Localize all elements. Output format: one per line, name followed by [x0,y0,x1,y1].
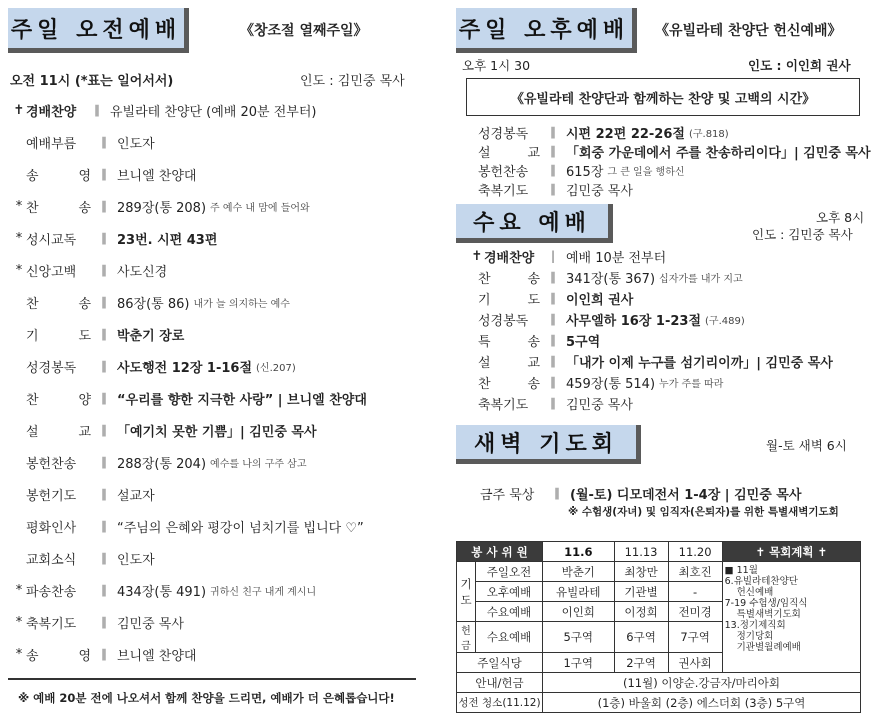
morning-order-item [12,162,200,186]
dawn-prayer-time: 월-토 새벽 6시 [766,438,847,453]
table-cell: 이정희 [614,602,668,622]
stand-marker: * [15,198,23,214]
order-text: 434장(통 491) [117,584,207,600]
order-note: 내가 늘 의지하는 예수 [193,298,290,310]
separator: ∥ [550,354,556,368]
cross-icon: ✝ [471,248,483,264]
morning-service-title: 주일 오전예배 [10,17,182,43]
plan-line: 정기당회 [736,631,774,642]
order-label: 설 교 [26,424,91,440]
order-label: 찬 송 [26,296,91,312]
prayer-group-cell: 기도 [457,562,476,622]
morning-order-item [12,450,307,474]
afternoon-order-item [478,122,729,142]
separator: ∥ [101,327,107,341]
order-text: 박춘기 장로 [117,328,185,344]
separator: ∥ [550,396,556,410]
order-text: “우리를 향한 지극한 사랑” | 브니엘 찬양대 [117,392,367,408]
table-cell: 유빌라테 [543,582,615,602]
dawn-note: ※ 수험생(자녀) 및 임직자(은퇴자)를 위한 특별새벽기도회 [568,506,839,518]
order-text: 사무엘하 16장 1-23절 [566,313,702,329]
order-label: 성경봉독 [478,313,529,329]
order-text: 5구역 [566,334,601,350]
plan-line: 기관별월례예배 [736,642,801,653]
morning-order-item [12,386,371,410]
separator: ∥ [550,163,556,177]
order-note: 예수를 나의 구주 삼고 [210,458,307,470]
separator: ∥ [550,333,556,347]
table-cell: 이인희 [543,602,615,622]
offering-group-cell: 헌금 [457,622,476,653]
order-text: 예배 10분 전부터 [566,250,667,266]
table-cell: 7구역 [668,622,722,653]
order-text: 459장(통 514) [566,376,656,392]
dawn-devotion-label: 금주 묵상 [480,487,535,503]
table-row-label: 수요예배 [476,602,543,622]
order-note: 누가 주를 따라 [659,378,724,390]
morning-order-item [12,258,171,282]
order-label: 경배찬양 [484,250,535,266]
wednesday-service-leader: 인도 : 김민중 목사 [752,227,853,242]
order-text: 김민중 목사 [117,616,184,632]
dawn-prayer-title: 새벽 기도회 [474,431,618,457]
wednesday-order-item [478,393,637,413]
wednesday-order-item [478,330,604,350]
plan-line: 7-19 수험생/임직식 [724,598,808,609]
order-label: 경배찬양 [26,104,77,120]
order-text: “주님의 은혜와 평강이 넘치기를 빕니다 ♡” [117,520,364,536]
separator: ∥ [101,391,107,405]
separator: ∥ [550,144,556,158]
order-text: 615장 [566,164,604,180]
table-cell: 1구역 [543,653,615,673]
morning-order-item [12,98,320,122]
order-note: 귀하신 친구 내게 계시니 [210,586,317,598]
wednesday-order-item [478,288,637,308]
separator: ∥ [101,423,107,437]
separator: ∥ [101,199,107,213]
order-label: 찬 송 [26,200,91,216]
separator: ∥ [101,263,107,277]
separator: ∥ [101,487,107,501]
cleaning-label: 성전 청소(11.12) [457,693,543,713]
order-label: 특 송 [478,334,540,350]
order-text: 시편 22편 22-26절 [566,126,685,142]
stand-marker: * [15,614,23,630]
plan-line: 13.정기제직회 [724,620,786,631]
order-text: 「내가 이제 누구를 섬기리이까」| 김민중 목사 [566,355,833,371]
order-label: 기 도 [478,292,540,308]
guide-label: 안내/헌금 [457,673,543,693]
separator: ∥ [550,375,556,389]
separator: ∥ [101,583,107,597]
separator: ∥ [101,167,107,181]
dawn-devotion-text: (월-토) 디모데전서 1-4장 | 김민중 목사 [570,487,802,503]
table-row-label: 주일식당 [457,653,543,673]
table-header-date-3: 11.20 [668,542,722,562]
table-cell: 2구역 [614,653,668,673]
order-label: 평화인사 [26,520,77,536]
morning-order-item [12,130,159,154]
separator: | [550,249,556,263]
morning-order-item [12,290,290,314]
morning-order-item [12,226,221,250]
separator: ∥ [101,647,107,661]
plan-line: 6.유빌라테찬양단 [724,576,798,587]
order-text: 「회중 가운데에서 주를 찬송하리이다」| 김민중 목사 [566,145,871,161]
afternoon-order-item [478,141,874,161]
order-label: 봉헌기도 [26,488,77,504]
morning-service-time: 오전 11시 (*표는 일어서서) [10,74,174,89]
order-text: 김민중 목사 [566,397,633,413]
wednesday-order-item [470,246,670,266]
dawn-devotion-row: 금주 묵상 ∥ (월-토) 디모데전서 1-4장 | 김민중 목사 [480,483,801,503]
order-label: 성경봉독 [478,126,529,142]
table-cell: 권사회 [668,653,722,673]
morning-order-item [12,482,159,506]
order-label: 축복기도 [26,616,77,632]
left-divider [8,678,416,680]
order-label: 성경봉독 [26,360,77,376]
order-label: 송 영 [26,168,91,184]
order-text: 유빌라테 찬양단 (예배 20분 전부터) [110,104,317,120]
order-label: 찬 송 [478,376,540,392]
morning-order-item [12,418,321,442]
morning-order-item [12,354,296,378]
order-label: 예배부름 [26,136,77,152]
order-note: (신.207) [256,362,296,374]
morning-order-item [12,578,316,602]
order-label: 교회소식 [26,552,77,568]
order-text: 설교자 [117,488,155,504]
afternoon-service-subtitle: 《유빌라테 찬양단 헌신예배》 [655,23,842,39]
wednesday-order-item [478,351,837,371]
separator: ∥ [101,231,107,245]
dawn-prayer-title-box [456,425,641,464]
stand-marker: * [15,646,23,662]
table-header-date-2: 11.13 [614,542,668,562]
order-text: 브니엘 찬양대 [117,648,197,664]
order-label: 송 영 [26,648,91,664]
table-cell: 최창만 [614,562,668,582]
order-text: 사도행전 12장 1-16절 [117,360,253,376]
order-note: 십자가를 내가 지고 [659,273,743,285]
afternoon-banner: 《유빌라테 찬양단과 함께하는 찬양 및 고백의 시간》 [510,91,816,107]
separator: ∥ [94,103,100,117]
afternoon-service-title: 주일 오후예배 [458,17,630,43]
order-label: 축복기도 [478,183,529,199]
table-row-label: 주일오전 [476,562,543,582]
table-header-date-1: 11.6 [543,542,615,562]
order-label: 파송찬송 [26,584,77,600]
separator: ∥ [101,135,107,149]
table-cell: 전미경 [668,602,722,622]
table-row-label: 수요예배 [476,622,543,653]
order-text: 인도자 [117,136,155,152]
wednesday-order-item [478,309,745,329]
plan-line: 특별새벽기도회 [736,609,801,620]
separator: ∥ [101,455,107,469]
afternoon-order-item [478,179,637,199]
order-text: 288장(통 204) [117,456,207,472]
order-text: 289장(통 208) [117,200,207,216]
separator: ∥ [550,270,556,284]
separator: ∥ [550,291,556,305]
afternoon-banner-box [466,78,860,116]
separator: ∥ [101,359,107,373]
order-label: 기 도 [26,328,91,344]
order-text: 341장(통 367) [566,271,656,287]
order-label: 찬 양 [26,392,91,408]
afternoon-service-time: 오후 1시 30 [462,58,531,73]
guide-value: (11월) 이양순.강금자/마리아회 [543,673,861,693]
table-cell: 6구역 [614,622,668,653]
separator: ∥ [101,551,107,565]
separator: ∥ [101,295,107,309]
order-label: 신앙고백 [26,264,77,280]
order-label: 봉헌찬송 [26,456,77,472]
wednesday-service-title: 수요 예배 [473,210,591,236]
order-note: (구.489) [705,315,745,327]
order-text: 23번. 시편 43편 [117,232,218,248]
stand-marker: * [15,582,23,598]
morning-footer-note: ※ 예배 20분 전에 나오셔서 함께 찬양을 드리면, 예배가 더 은혜롭습니다! [18,691,395,705]
separator: ∥ [101,519,107,533]
order-text: 「예기치 못한 기쁨」| 김민중 목사 [117,424,317,440]
table-header-committee: 봉 사 위 원 [457,542,543,562]
morning-order-item [12,514,368,538]
order-note: (구.818) [688,128,729,140]
morning-order-item [12,194,310,218]
morning-service-subtitle: 《창조절 열째주일》 [240,23,368,39]
wednesday-service-title-box [456,204,613,243]
order-note: 주 예수 내 맘에 들어와 [210,202,310,214]
order-note: 그 큰 일을 행하신 [607,166,685,178]
wednesday-service-time: 오후 8시 [816,210,865,225]
morning-order-item [12,546,159,570]
morning-order-item [12,610,188,634]
table-cell: 기관별 [614,582,668,602]
morning-order-item [12,642,200,666]
order-label: 설 교 [478,355,540,371]
plan-line: 헌신예배 [736,587,774,598]
order-label: 찬 송 [478,271,540,287]
plan-cell [722,562,860,673]
table-cell: 5구역 [543,622,615,653]
order-text: 86장(통 86) [117,296,190,312]
order-text: 인도자 [117,552,155,568]
morning-service-title-box [8,8,189,53]
separator: ∥ [550,182,556,196]
table-cell: 박춘기 [543,562,615,582]
order-label: 축복기도 [478,397,529,413]
order-text: 사도신경 [117,264,168,280]
afternoon-service-title-box [456,8,637,53]
afternoon-service-leader: 인도 : 이인희 권사 [748,58,851,73]
morning-service-leader: 인도 : 김민중 목사 [300,74,405,89]
separator: ∥ [101,615,107,629]
order-text: 이인희 권사 [566,292,634,308]
order-label: 봉헌찬송 [478,164,529,180]
table-row-label: 오후예배 [476,582,543,602]
wednesday-order-item [478,372,723,392]
service-schedule-table [456,541,861,713]
table-header-plan: ✝ 목회계획 ✝ [722,542,860,562]
stand-marker: * [15,262,23,278]
table-cell: - [668,582,722,602]
plan-line: ■ 11월 [724,565,758,576]
separator: ∥ [550,125,556,139]
order-label: 설 교 [478,145,540,161]
wednesday-order-item [478,267,743,287]
morning-order-item [12,322,188,346]
separator: ∥ [550,312,556,326]
stand-marker: * [15,230,23,246]
cleaning-value: (1층) 바울회 (2층) 에스더회 (3층) 5구역 [543,693,861,713]
order-text: 브니엘 찬양대 [117,168,197,184]
table-cell: 최호진 [668,562,722,582]
stand-marker: ✝ [13,102,25,118]
order-text: 김민중 목사 [566,183,633,199]
order-label: 성시교독 [26,232,77,248]
afternoon-order-item [478,160,685,180]
